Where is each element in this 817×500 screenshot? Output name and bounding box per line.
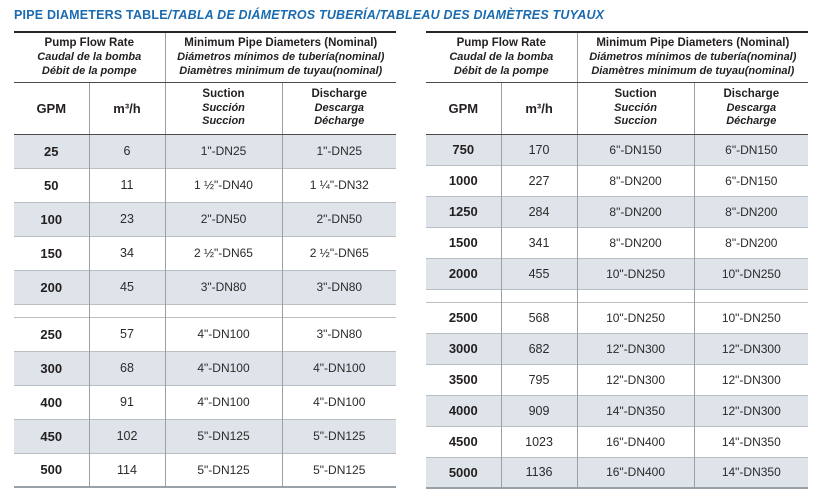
discharge-value: 4"-DN100 [282, 351, 396, 385]
gpm-value: 5000 [426, 457, 501, 488]
gpm-value: 500 [14, 453, 89, 487]
discharge-label-fr: Décharge [726, 115, 777, 128]
discharge-value: 1"-DN25 [282, 134, 396, 168]
section-gap-cell [577, 289, 694, 302]
discharge-value: 3"-DN80 [282, 270, 396, 304]
gpm-value: 2500 [426, 302, 501, 333]
suction-value: 4"-DN100 [165, 385, 282, 419]
m3h-column-header [89, 82, 165, 134]
discharge-value: 12"-DN300 [694, 333, 808, 364]
gpm-value: 3500 [426, 364, 501, 395]
m3h-value: 682 [501, 333, 577, 364]
section-gap-cell [89, 304, 165, 317]
gpm-value: 25 [14, 134, 89, 168]
table-row [14, 317, 396, 351]
page-title [14, 8, 812, 22]
m3h-value: 1136 [501, 457, 577, 488]
table-head [14, 32, 396, 134]
discharge-value: 8"-DN200 [694, 196, 808, 227]
table-row [426, 134, 808, 165]
gpm-label: GPM [36, 100, 67, 116]
suction-value: 1 ½"-DN40 [165, 168, 282, 202]
section-gap-cell [694, 289, 808, 302]
section-gap-cell [165, 304, 282, 317]
discharge-value: 10"-DN250 [694, 302, 808, 333]
suction-value: 8"-DN200 [577, 196, 694, 227]
pump-flow-rate-en: Pump Flow Rate [456, 37, 547, 50]
discharge-label-en: Discharge [723, 87, 780, 100]
m3h-value: 34 [89, 236, 165, 270]
section-gap-row [14, 304, 396, 317]
min-pipe-diameters-en: Minimum Pipe Diameters (Nominal) [184, 37, 378, 50]
m3h-value: 102 [89, 419, 165, 453]
suction-label-fr: Succion [614, 115, 657, 128]
discharge-value: 14"-DN350 [694, 457, 808, 488]
discharge-label-es: Descarga [726, 101, 777, 114]
sub-header-row [14, 82, 396, 134]
min-pipe-diameters-es: Diámetros mínimos de tubería(nominal) [589, 50, 797, 63]
discharge-value: 4"-DN100 [282, 385, 396, 419]
m3h-value: 23 [89, 202, 165, 236]
discharge-value: 12"-DN300 [694, 364, 808, 395]
m3h-label: m³/h [525, 100, 553, 116]
table-row [426, 196, 808, 227]
suction-label-es: Succión [614, 101, 657, 114]
table-row [426, 165, 808, 196]
m3h-value: 45 [89, 270, 165, 304]
discharge-column-header [694, 82, 808, 134]
discharge-value: 5"-DN125 [282, 453, 396, 487]
min-pipe-diameters-fr: Diamètres minimum de tuyau(nominal) [591, 64, 795, 77]
table-row [14, 168, 396, 202]
gpm-value: 2000 [426, 258, 501, 289]
suction-value: 16"-DN400 [577, 426, 694, 457]
gpm-column-header [426, 82, 501, 134]
gpm-value: 450 [14, 419, 89, 453]
table-row [14, 134, 396, 168]
table-body [426, 134, 808, 488]
table-row [426, 457, 808, 488]
table-row [426, 364, 808, 395]
table-row [426, 302, 808, 333]
suction-label-en: Suction [202, 87, 245, 100]
group-header-row [14, 32, 396, 82]
gpm-label: GPM [448, 100, 479, 116]
group-header-row [426, 32, 808, 82]
m3h-value: 6 [89, 134, 165, 168]
discharge-label-en: Discharge [311, 87, 368, 100]
discharge-value: 2 ½"-DN65 [282, 236, 396, 270]
discharge-value: 1 ¼"-DN32 [282, 168, 396, 202]
min-pipe-diameters-es: Diámetros mínimos de tubería(nominal) [177, 50, 385, 63]
min-pipe-diameters-header [577, 32, 808, 82]
gpm-value: 100 [14, 202, 89, 236]
suction-value: 4"-DN100 [165, 317, 282, 351]
tables-container [14, 31, 812, 489]
m3h-value: 68 [89, 351, 165, 385]
gpm-value: 50 [14, 168, 89, 202]
discharge-value: 12"-DN300 [694, 395, 808, 426]
table-row [14, 453, 396, 487]
table-row [426, 333, 808, 364]
section-gap-row [426, 289, 808, 302]
min-pipe-diameters-en: Minimum Pipe Diameters (Nominal) [596, 37, 790, 50]
discharge-label-es: Descarga [314, 101, 365, 114]
suction-value: 6"-DN150 [577, 134, 694, 165]
m3h-value: 91 [89, 385, 165, 419]
gpm-value: 150 [14, 236, 89, 270]
table-body [14, 134, 396, 487]
min-pipe-diameters-header [165, 32, 396, 82]
suction-label-en: Suction [614, 87, 657, 100]
discharge-value: 6"-DN150 [694, 134, 808, 165]
suction-label-es: Succión [202, 101, 245, 114]
table-row [426, 227, 808, 258]
suction-value: 14"-DN350 [577, 395, 694, 426]
discharge-value: 8"-DN200 [694, 227, 808, 258]
table-row [426, 395, 808, 426]
gpm-value: 250 [14, 317, 89, 351]
section-gap-cell [501, 289, 577, 302]
gpm-value: 1000 [426, 165, 501, 196]
gpm-value: 300 [14, 351, 89, 385]
discharge-value: 14"-DN350 [694, 426, 808, 457]
discharge-label-fr: Décharge [314, 115, 365, 128]
m3h-value: 114 [89, 453, 165, 487]
section-gap-cell [14, 304, 89, 317]
suction-value: 10"-DN250 [577, 258, 694, 289]
m3h-value: 909 [501, 395, 577, 426]
suction-value: 3"-DN80 [165, 270, 282, 304]
gpm-value: 200 [14, 270, 89, 304]
discharge-value: 3"-DN80 [282, 317, 396, 351]
m3h-value: 1023 [501, 426, 577, 457]
min-pipe-diameters-fr: Diamètres minimum de tuyau(nominal) [179, 64, 383, 77]
suction-label-fr: Succion [202, 115, 245, 128]
m3h-value: 284 [501, 196, 577, 227]
pump-flow-rate-es: Caudal de la bomba [449, 50, 554, 63]
table-row [14, 419, 396, 453]
table-row [14, 236, 396, 270]
pump-flow-rate-es: Caudal de la bomba [37, 50, 142, 63]
gpm-column-header [14, 82, 89, 134]
m3h-value: 11 [89, 168, 165, 202]
suction-value: 2 ½"-DN65 [165, 236, 282, 270]
sub-header-row [426, 82, 808, 134]
gpm-value: 1500 [426, 227, 501, 258]
m3h-value: 341 [501, 227, 577, 258]
table-row [14, 385, 396, 419]
m3h-value: 170 [501, 134, 577, 165]
discharge-value: 2"-DN50 [282, 202, 396, 236]
m3h-label: m³/h [113, 100, 141, 116]
pipe-table-low-flow [14, 31, 396, 488]
section-gap-cell [426, 289, 501, 302]
pump-flow-rate-en: Pump Flow Rate [44, 37, 134, 50]
suction-value: 8"-DN200 [577, 165, 694, 196]
suction-value: 5"-DN125 [165, 453, 282, 487]
table-row [14, 351, 396, 385]
pump-flow-rate-header [14, 32, 165, 82]
suction-value: 16"-DN400 [577, 457, 694, 488]
table-row [426, 426, 808, 457]
m3h-value: 795 [501, 364, 577, 395]
suction-value: 12"-DN300 [577, 333, 694, 364]
discharge-value: 6"-DN150 [694, 165, 808, 196]
m3h-value: 227 [501, 165, 577, 196]
discharge-value: 5"-DN125 [282, 419, 396, 453]
suction-value: 2"-DN50 [165, 202, 282, 236]
suction-value: 4"-DN100 [165, 351, 282, 385]
discharge-column-header [282, 82, 396, 134]
m3h-value: 57 [89, 317, 165, 351]
pipe-table-high-flow [426, 31, 808, 489]
table-row [14, 202, 396, 236]
table-head [426, 32, 808, 134]
pump-flow-rate-fr: Débit de la pompe [453, 64, 549, 77]
pump-flow-rate-fr: Débit de la pompe [41, 64, 137, 77]
suction-value: 5"-DN125 [165, 419, 282, 453]
m3h-value: 568 [501, 302, 577, 333]
page-title-translations: /TABLA DE DIÁMETROS TUBERÍA/TABLEAU DES DIAMÈTRES TUYAUX [167, 8, 605, 22]
gpm-value: 3000 [426, 333, 501, 364]
m3h-value: 455 [501, 258, 577, 289]
m3h-column-header [501, 82, 577, 134]
table-row [14, 270, 396, 304]
discharge-value: 10"-DN250 [694, 258, 808, 289]
table-row [426, 258, 808, 289]
suction-column-header [165, 82, 282, 134]
gpm-value: 1250 [426, 196, 501, 227]
suction-value: 10"-DN250 [577, 302, 694, 333]
gpm-value: 4000 [426, 395, 501, 426]
gpm-value: 750 [426, 134, 501, 165]
section-gap-cell [282, 304, 396, 317]
suction-value: 1"-DN25 [165, 134, 282, 168]
gpm-value: 4500 [426, 426, 501, 457]
gpm-value: 400 [14, 385, 89, 419]
suction-value: 12"-DN300 [577, 364, 694, 395]
page-title-en: PIPE DIAMETERS TABLE [14, 8, 168, 22]
suction-value: 8"-DN200 [577, 227, 694, 258]
pump-flow-rate-header [426, 32, 577, 82]
suction-column-header [577, 82, 694, 134]
